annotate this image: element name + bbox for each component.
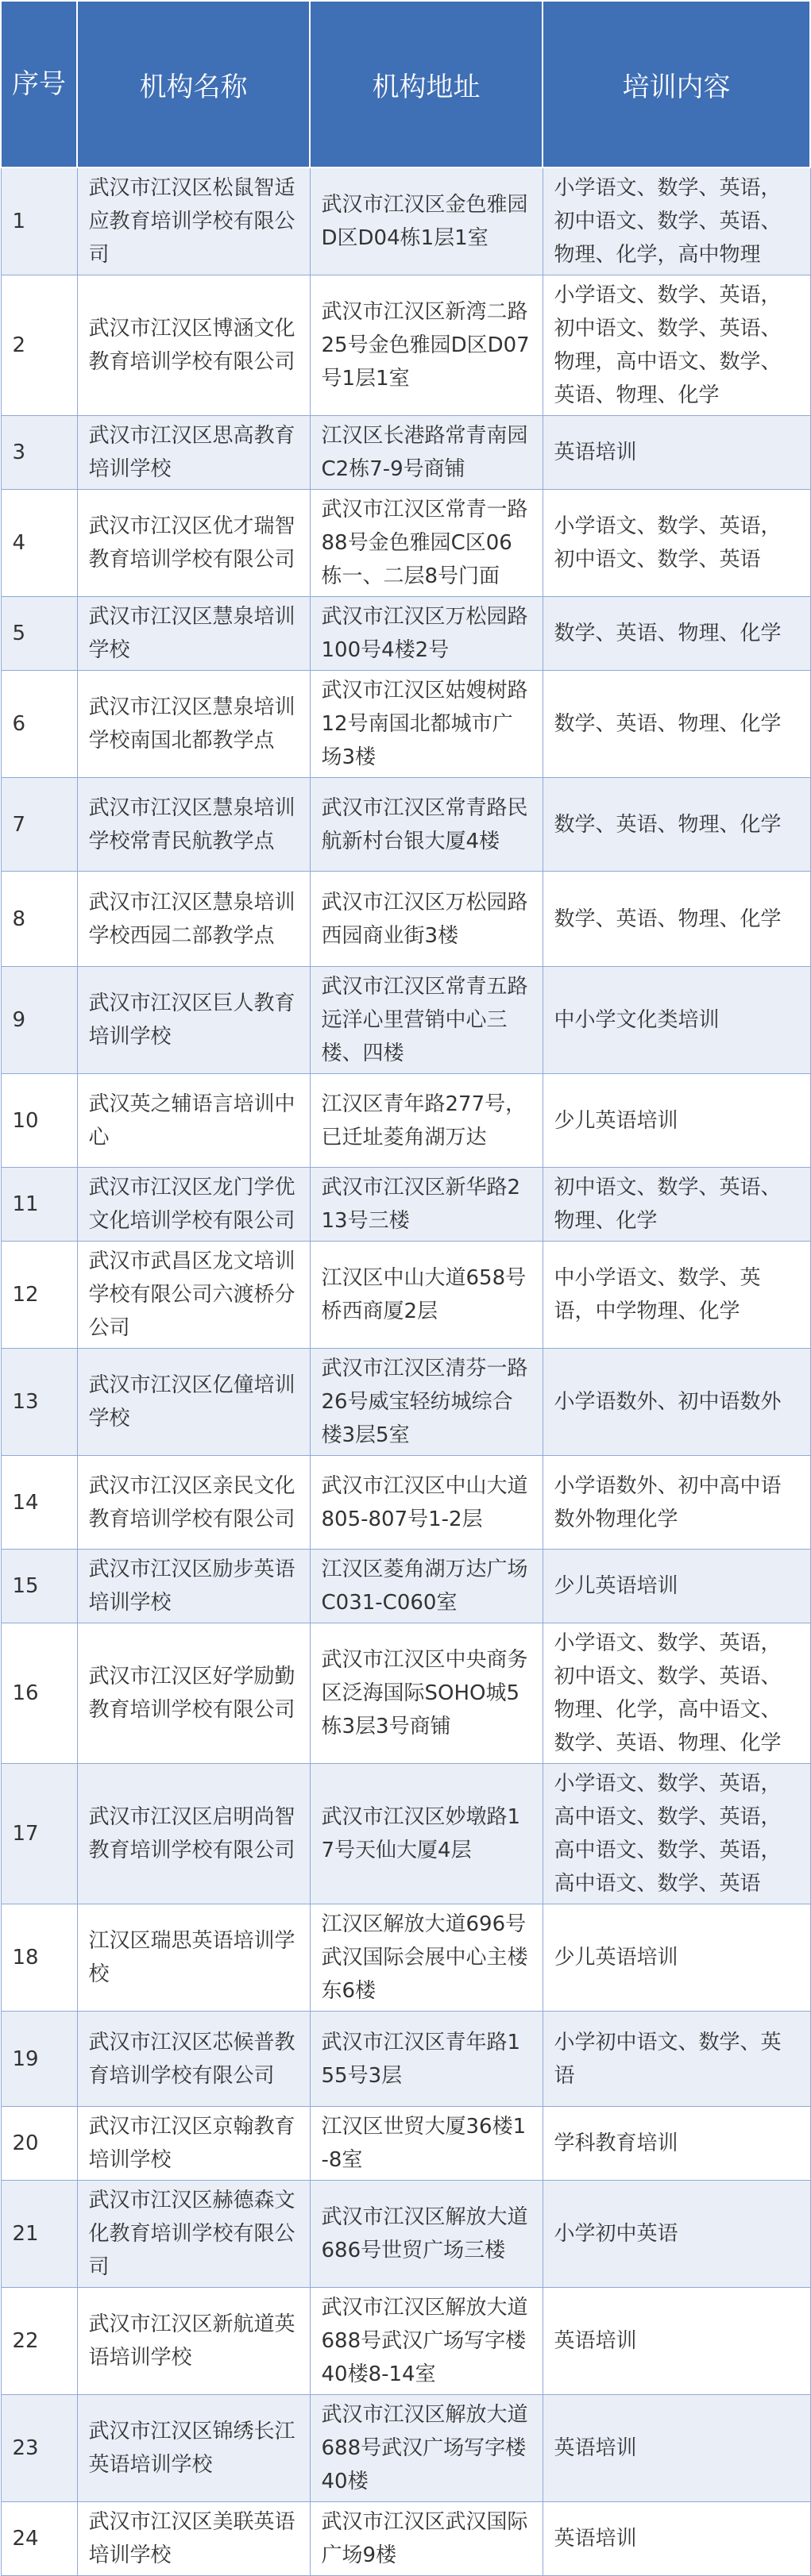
- table-row: [1, 1074, 810, 1168]
- table-row: [1, 416, 810, 490]
- training-content: 小学语数外、初中语数外: [543, 1349, 810, 1456]
- table-row: [1, 1349, 810, 1456]
- row-number: 12: [1, 1242, 77, 1349]
- table-row: [1, 1168, 810, 1242]
- row-number: 8: [1, 872, 77, 967]
- institution-name: 武汉英之辅语言培训中心: [77, 1074, 310, 1168]
- header-address: 机构地址: [310, 1, 543, 167]
- table-row: [1, 490, 810, 597]
- institution-name: 江汉区瑞思英语培训学校: [77, 1904, 310, 2012]
- training-content: 少儿英语培训: [543, 1550, 810, 1623]
- training-content: 中小学语文、数学、英语，中学物理、化学: [543, 1242, 810, 1349]
- institution-name: 武汉市武昌区龙文培训学校有限公司六渡桥分公司: [77, 1242, 310, 1349]
- training-content: 初中语文、数学、英语、物理、化学: [543, 1168, 810, 1242]
- header-index: 序号: [1, 1, 77, 167]
- institution-name: 武汉市江汉区松鼠智适应教育培训学校有限公司: [77, 167, 310, 275]
- training-content: 数学、英语、物理、化学: [543, 671, 810, 778]
- table-row: [1, 1764, 810, 1904]
- institution-name: 武汉市江汉区京翰教育培训学校: [77, 2107, 310, 2181]
- training-content: 英语培训: [543, 2288, 810, 2395]
- table-row: [1, 1242, 810, 1349]
- institution-address: 武汉市江汉区妙墩路17号天仙大厦4层: [310, 1764, 543, 1904]
- institution-address: 武汉市江汉区常青一路88号金色雅园C区06栋一、二层8号门面: [310, 490, 543, 597]
- institution-name: 武汉市江汉区励步英语培训学校: [77, 1550, 310, 1623]
- table-row: [1, 2502, 810, 2576]
- table-row: [1, 2107, 810, 2181]
- institution-address: 武汉市江汉区解放大道688号武汉广场写字楼40楼: [310, 2395, 543, 2502]
- institution-address: 江汉区长港路常青南园C2栋7-9号商铺: [310, 416, 543, 490]
- institution-name: 武汉市江汉区启明尚智教育培训学校有限公司: [77, 1764, 310, 1904]
- row-number: 20: [1, 2107, 77, 2181]
- row-number: 21: [1, 2181, 77, 2288]
- training-content: 少儿英语培训: [543, 1904, 810, 2012]
- table-row: [1, 1904, 810, 2012]
- institution-address: 江汉区菱角湖万达广场C031-C060室: [310, 1550, 543, 1623]
- institution-name: 武汉市江汉区美联英语培训学校: [77, 2502, 310, 2576]
- institution-address: 江汉区解放大道696号武汉国际会展中心主楼东6楼: [310, 1904, 543, 2012]
- row-number: 24: [1, 2502, 77, 2576]
- row-number: 2: [1, 275, 77, 416]
- institution-address: 武汉市江汉区青年路155号3层: [310, 2012, 543, 2107]
- training-content: 小学语文、数学、英语，初中语文、数学、英语、物理、化学，高中语文、数学、英语、物理、化学: [543, 1623, 810, 1764]
- row-number: 6: [1, 671, 77, 778]
- training-content: 学科教育培训: [543, 2107, 810, 2181]
- table-row: [1, 275, 810, 416]
- institution-name: 武汉市江汉区锦绣长江英语培训学校: [77, 2395, 310, 2502]
- table-row: [1, 2012, 810, 2107]
- institution-name: 武汉市江汉区优才瑞智教育培训学校有限公司: [77, 490, 310, 597]
- table-row: [1, 671, 810, 778]
- institution-name: 武汉市江汉区赫德森文化教育培训学校有限公司: [77, 2181, 310, 2288]
- row-number: 3: [1, 416, 77, 490]
- institution-address: 武汉市江汉区常青路民航新村台银大厦4楼: [310, 778, 543, 872]
- row-number: 14: [1, 1456, 77, 1550]
- table-row: [1, 1623, 810, 1764]
- training-content: 小学语数外、初中高中语数外物理化学: [543, 1456, 810, 1550]
- institution-name: 武汉市江汉区亿僮培训学校: [77, 1349, 310, 1456]
- institution-name: 武汉市江汉区思高教育培训学校: [77, 416, 310, 490]
- row-number: 5: [1, 597, 77, 671]
- table-body: [1, 167, 810, 2576]
- row-number: 4: [1, 490, 77, 597]
- institution-name: 武汉市江汉区龙门学优文化培训学校有限公司: [77, 1168, 310, 1242]
- row-number: 17: [1, 1764, 77, 1904]
- training-content: 小学语文、数学、英语，初中语文、数学、英语、物理、化学，高中物理: [543, 167, 810, 275]
- institution-address: 武汉市江汉区新湾二路25号金色雅园D区D07号1层1室: [310, 275, 543, 416]
- institution-address: 武汉市江汉区中山大道805-807号1-2层: [310, 1456, 543, 1550]
- row-number: 10: [1, 1074, 77, 1168]
- training-content: 小学语文、数学、英语，高中语文、数学、英语，高中语文、数学、英语，高中语文、数学、英语: [543, 1764, 810, 1904]
- institution-name: 武汉市江汉区慧泉培训学校: [77, 597, 310, 671]
- institution-name: 武汉市江汉区慧泉培训学校南国北都教学点: [77, 671, 310, 778]
- institution-address: 江汉区世贸大厦36楼1-8室: [310, 2107, 543, 2181]
- training-content: 英语培训: [543, 2502, 810, 2576]
- header-name: 机构名称: [77, 1, 310, 167]
- institution-address: 武汉市江汉区姑嫂树路12号南国北都城市广场3楼: [310, 671, 543, 778]
- table-row: [1, 967, 810, 1074]
- table-row: [1, 2395, 810, 2502]
- institution-address: 江汉区青年路277号，已迁址菱角湖万达: [310, 1074, 543, 1168]
- table-row: [1, 778, 810, 872]
- row-number: 7: [1, 778, 77, 872]
- training-content: 英语培训: [543, 2395, 810, 2502]
- institution-address: 武汉市江汉区金色雅园D区D04栋1层1室: [310, 167, 543, 275]
- header-content: 培训内容: [543, 1, 810, 167]
- table-row: [1, 2181, 810, 2288]
- institution-address: 武汉市江汉区新华路213号三楼: [310, 1168, 543, 1242]
- table-row: [1, 1550, 810, 1623]
- institution-address: 武汉市江汉区解放大道686号世贸广场三楼: [310, 2181, 543, 2288]
- training-content: 小学语文、数学、英语，初中语文、数学、英语: [543, 490, 810, 597]
- institution-name: 武汉市江汉区巨人教育培训学校: [77, 967, 310, 1074]
- training-content: 小学语文、数学、英语，初中语文、数学、英语、物理，高中语文、数学、英语、物理、化学: [543, 275, 810, 416]
- row-number: 23: [1, 2395, 77, 2502]
- institution-address: 武汉市江汉区解放大道688号武汉广场写字楼40楼8-14室: [310, 2288, 543, 2395]
- row-number: 11: [1, 1168, 77, 1242]
- training-content: 少儿英语培训: [543, 1074, 810, 1168]
- training-content: 英语培训: [543, 416, 810, 490]
- row-number: 19: [1, 2012, 77, 2107]
- row-number: 1: [1, 167, 77, 275]
- training-content: 数学、英语、物理、化学: [543, 597, 810, 671]
- institution-address: 武汉市江汉区清芬一路26号威宝轻纺城综合楼3层5室: [310, 1349, 543, 1456]
- institution-address: 武汉市江汉区中央商务区泛海国际SOHO城5栋3层3号商铺: [310, 1623, 543, 1764]
- row-number: 15: [1, 1550, 77, 1623]
- institution-name: 武汉市江汉区博涵文化教育培训学校有限公司: [77, 275, 310, 416]
- institution-name: 武汉市江汉区新航道英语培训学校: [77, 2288, 310, 2395]
- training-content: 中小学文化类培训: [543, 967, 810, 1074]
- training-content: 数学、英语、物理、化学: [543, 778, 810, 872]
- institution-name: 武汉市江汉区芯候普教育培训学校有限公司: [77, 2012, 310, 2107]
- table-row: [1, 2288, 810, 2395]
- row-number: 22: [1, 2288, 77, 2395]
- institution-address: 江汉区中山大道658号桥西商厦2层: [310, 1242, 543, 1349]
- table-row: [1, 167, 810, 275]
- institution-name: 武汉市江汉区慧泉培训学校西园二部教学点: [77, 872, 310, 967]
- institution-name: 武汉市江汉区慧泉培训学校常青民航教学点: [77, 778, 310, 872]
- table-header-row: [1, 1, 810, 167]
- training-content: 小学初中语文、数学、英语: [543, 2012, 810, 2107]
- institution-address: 武汉市江汉区万松园路西园商业街3楼: [310, 872, 543, 967]
- institution-address: 武汉市江汉区万松园路100号4楼2号: [310, 597, 543, 671]
- training-content: 小学初中英语: [543, 2181, 810, 2288]
- institution-address: 武汉市江汉区武汉国际广场9楼: [310, 2502, 543, 2576]
- table-row: [1, 1456, 810, 1550]
- table-row: [1, 597, 810, 671]
- row-number: 13: [1, 1349, 77, 1456]
- table-row: [1, 872, 810, 967]
- training-content: 数学、英语、物理、化学: [543, 872, 810, 967]
- institution-name: 武汉市江汉区亲民文化教育培训学校有限公司: [77, 1456, 310, 1550]
- institution-name: 武汉市江汉区好学励勤教育培训学校有限公司: [77, 1623, 310, 1764]
- row-number: 16: [1, 1623, 77, 1764]
- institution-address: 武汉市江汉区常青五路远洋心里营销中心三楼、四楼: [310, 967, 543, 1074]
- row-number: 9: [1, 967, 77, 1074]
- row-number: 18: [1, 1904, 77, 2012]
